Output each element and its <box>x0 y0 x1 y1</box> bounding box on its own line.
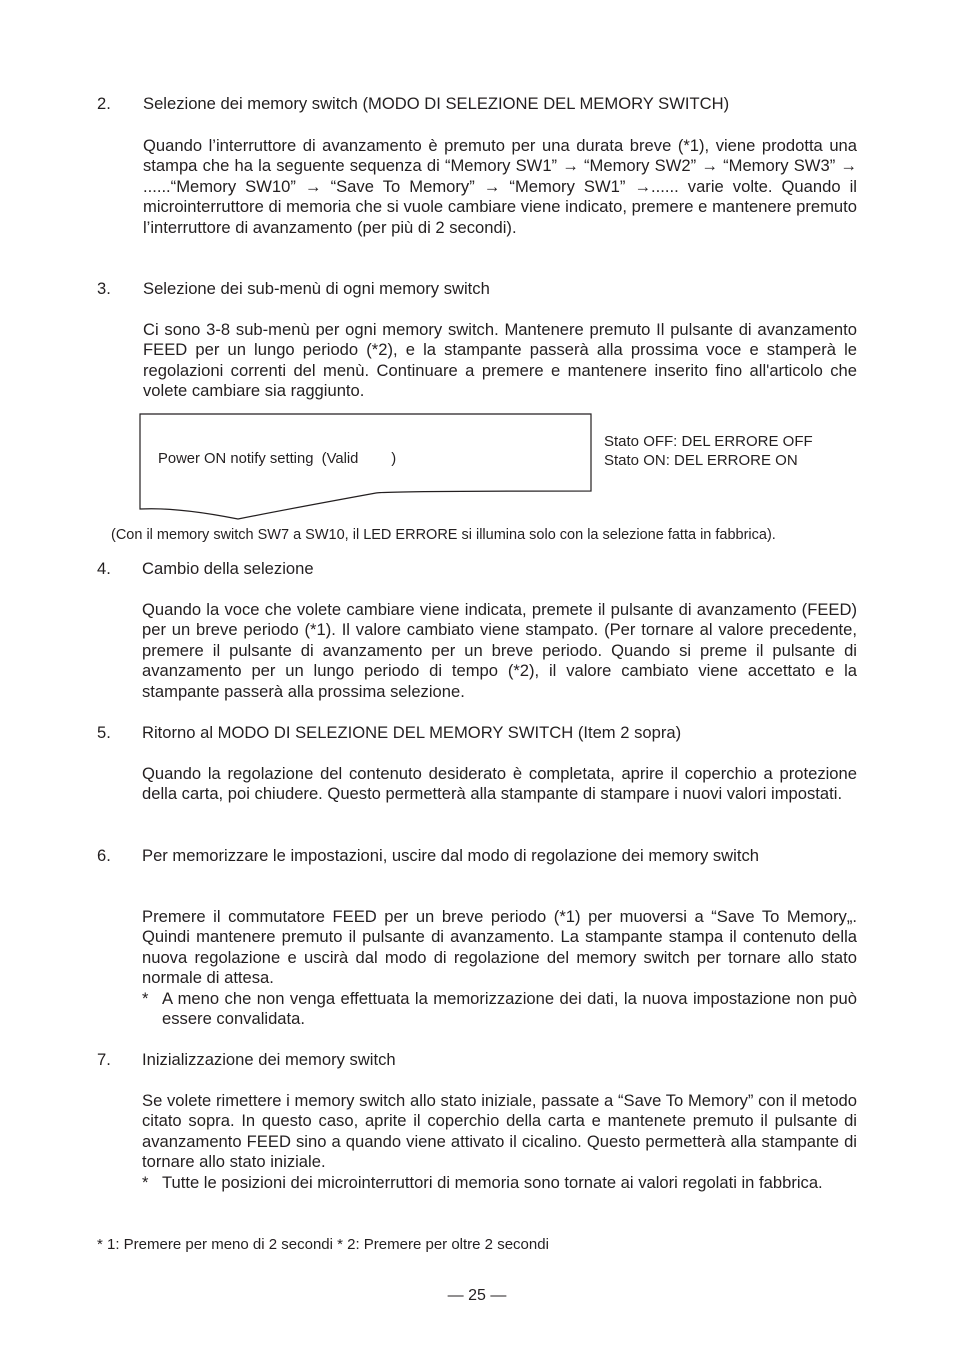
section-title: Ritorno al MODO DI SELEZIONE DEL MEMORY SWITCH (Item 2 sopra) <box>142 723 682 742</box>
note-asterisk: * <box>142 989 149 1008</box>
section-3-body: Ci sono 3-8 sub-menù per ogni memory switch. Mantenere premuto Il pulsante di avanzamento FEED per un lungo periodo (*2), e la stampante passerà alla prossima voce e stamperà le regolazioni correnti del menù. Continuare a premere e mantenere inserito fino all'articolo che volete cambiare sia raggiunto. <box>143 320 857 401</box>
section-number: 3. <box>97 279 111 298</box>
note-text: Tutte le posizioni dei microinterruttori di memoria sono tornate ai valori regolati in fabbrica. <box>162 1173 823 1192</box>
section-title: Selezione dei memory switch (MODO DI SELEZIONE DEL MEMORY SWITCH) <box>143 94 730 113</box>
section-number: 6. <box>97 846 111 865</box>
note-asterisk: * <box>142 1173 149 1192</box>
section-6-body: Premere il commutatore FEED per un breve periodo (*1) per muoversi a “Save To Memory„. Quindi mantenere premuto il pulsante di avanzamento. La stampante stampa il contenuto della nuova regolazione e uscirà dal modo di regolazione del memory switch per tornare allo stato normale di attesa. <box>142 907 857 988</box>
footnote: * 1: Premere per meno di 2 secondi * 2: Premere per oltre 2 secondi <box>97 1236 549 1253</box>
note-text: A meno che non venga effettuata la memorizzazione dei dati, la nuova impostazione non può essere convalidata. <box>162 989 857 1029</box>
section-7-body: Se volete rimettere i memory switch allo stato iniziale, passate a “Save To Memory” con il metodo citato sopra. In questo caso, aprite il coperchio della carta e mantenete premuto il pulsante di avanzamento FEED sino a quando viene attivato il cicalino. Questo permetterà alla stampante di tornare allo stato iniziale. <box>142 1091 857 1172</box>
state-off-label: Stato OFF: DEL ERRORE OFF <box>604 433 813 450</box>
section-number: 5. <box>97 723 111 742</box>
section-2-body: Quando l’interruttore di avanzamento è premuto per una durata breve (*1), viene prodotta una stampa che ha la seguente sequenza di “Memory SW1” → “Memory SW2” → “Memory SW3” → ......“Memory SW10” → “Save To Memory” → “Memory SW1” →...... varie volte. Quando il microinterruttore di memoria che si vuole cambiare viene indicato, premere e mantenere premuto l’interruttore di avanzamento (per più di 2 secondi). <box>143 136 857 237</box>
printout-illustration <box>138 413 594 525</box>
section-title: Inizializzazione dei memory switch <box>142 1050 396 1069</box>
section-title: Cambio della selezione <box>142 559 314 578</box>
illustration-caption: (Con il memory switch SW7 a SW10, il LED ERRORE si illumina solo con la selezione fatta in fabbrica). <box>111 527 776 543</box>
section-4-body: Quando la voce che volete cambiare viene indicata, premete il pulsante di avanzamento (FEED) per un breve periodo (*1). Il valore cambiato viene stampato. (Per tornare al valore precedente, premere il pulsante di avanzamento per un breve periodo. Quando si preme il pulsante di avanzamento per un lungo periodo di tempo (*2), il valore cambiato viene accettato e la stampante passerà alla prossima selezione. <box>142 600 857 701</box>
section-title: Per memorizzare le impostazioni, uscire dal modo di regolazione dei memory switch <box>142 846 759 865</box>
section-title: Selezione dei sub-menù di ogni memory switch <box>143 279 490 298</box>
section-number: 4. <box>97 559 111 578</box>
state-on-label: Stato ON: DEL ERRORE ON <box>604 452 798 469</box>
section-number: 2. <box>97 94 111 113</box>
printout-text: Power ON notify setting (Valid ) <box>158 451 397 467</box>
section-number: 7. <box>97 1050 111 1069</box>
section-5-body: Quando la regolazione del contenuto desiderato è completata, aprire il coperchio a protezione della carta, poi chiudere. Questo permetterà alla stampante di stampare i nuovi valori impostati. <box>142 764 857 804</box>
page-number: — 25 — <box>447 1287 507 1304</box>
